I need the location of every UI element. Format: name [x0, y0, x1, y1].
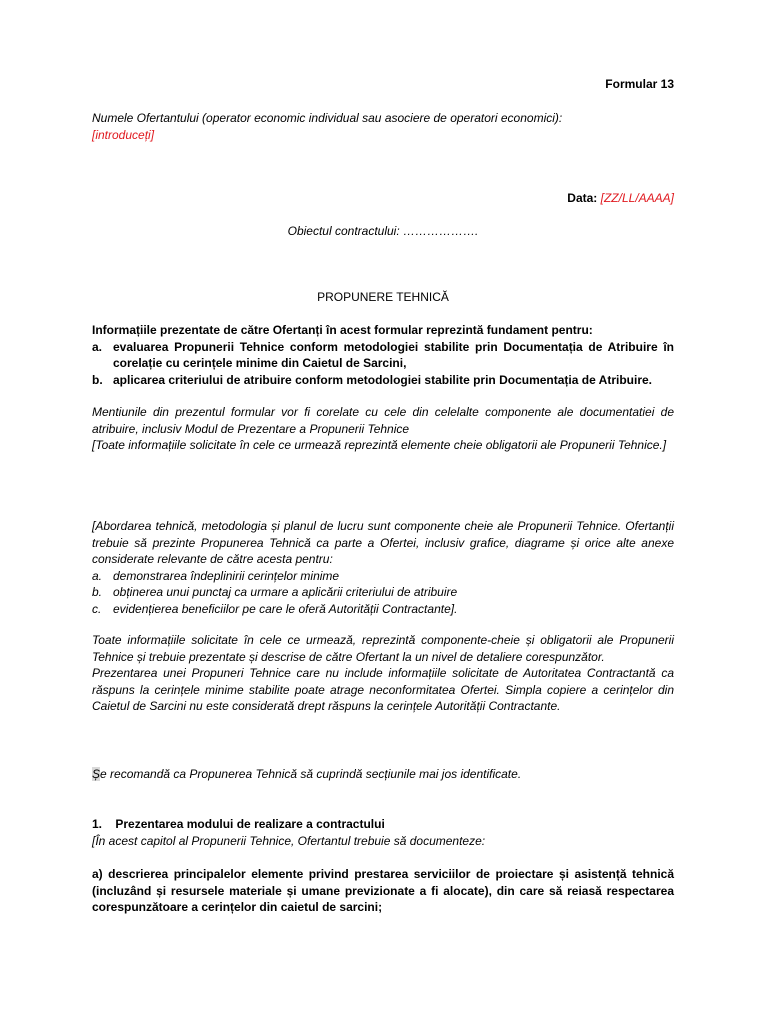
approach-item-b: b. obținerea unui punctaj ca urmare a aplicării criteriului de atribuire — [92, 585, 458, 600]
document-title: PROPUNERE TEHNICĂ — [317, 290, 449, 304]
requirements-paragraph-1: Toate informațiile solicitate în cele ce urmează, reprezintă componente-cheie și obligatorii ale Propunerii Tehnice și trebuie prezentate și descrise de către Ofertant la un nivel de detaliere corespunzător. — [92, 633, 674, 664]
requirements-section — [92, 632, 674, 715]
section-1-note: [În acest capitol al Propunerii Tehnice, Ofertantul trebuie să documenteze: — [92, 833, 486, 848]
intro-list — [92, 339, 674, 389]
date-placeholder[interactable]: [ZZ/LL/AAAA] — [600, 191, 674, 205]
recommend-paragraph — [92, 766, 674, 783]
date-label: Data: — [567, 191, 598, 205]
approach-list — [92, 568, 674, 618]
intro-lead: Informațiile prezentate de către Ofertanți în acest formular reprezintă fundament pentru: — [92, 323, 593, 337]
date-field — [92, 190, 674, 207]
mentions-line-1: Mentiunile din prezentul formular vor fi corelate cu cele din celelalte componente ale documentatiei de atribuire, inclusiv Modul de Prezentare a Propunerii Tehnice — [92, 405, 674, 436]
intro-item-a: a. evaluarea Propunerii Tehnice conform metodologiei stabilite prin Documentația de Atribuire în corelație cu cerințele minime din Caietul de Sarcini, — [92, 339, 674, 371]
section-1-item-a: a) descrierea principalelor elemente privind prestarea serviciilor de proiectare și asistență tehnică (incluzând și resursele materiale și umane previzionate a fi alocate), din care să reiasă respectarea corespunzătoare a cerințelor din caietul de sarcini; — [92, 867, 674, 915]
bidder-name-field — [92, 110, 674, 143]
bidder-name-label: Numele Ofertantului (operator economic individual sau asociere de operatori economici): — [92, 111, 563, 125]
bidder-name-placeholder[interactable]: [introduceți] — [92, 127, 155, 142]
approach-section — [92, 518, 674, 618]
section-1-number: 1. — [92, 817, 103, 831]
approach-item-a: a. demonstrarea îndeplinirii cerințelor minime — [92, 568, 340, 583]
approach-lead: [Abordarea tehnică, metodologia și planul de lucru sunt componente cheie ale Propunerii Tehnice. Ofertanții trebuie să prezinte Propunerea Tehnică ca parte a Ofertei, inclusiv grafice, diagrame și orice alte anexe considerate relevante de către acesta pentru: — [92, 519, 674, 567]
contract-object: Obiectul contractului: ………………. — [287, 224, 479, 238]
intro-section — [92, 322, 674, 388]
mentions-line-2: [Toate informațiile solicitate în cele ce urmează reprezintă elemente cheie obligatorii ale Propunerii Tehnice.] — [92, 438, 667, 453]
approach-item-c: c. evidențierea beneficiilor pe care le oferă Autorității Contractante]. — [92, 601, 458, 616]
mentions-paragraph — [92, 404, 674, 454]
section-1-heading — [92, 816, 674, 833]
form-number: Formular 13 — [605, 77, 674, 91]
requirements-paragraph-2: Prezentarea unei Propuneri Tehnice care nu include informațiile solicitate de Autoritatea Contractantă ca răspuns la cerințele minime stabilite poate atrage neconformitatea Ofertei. Simpla copiere a cerințelor din Caietul de Sarcini nu este considerată drept răspuns la cerințele Autorității Contractante. — [92, 666, 674, 714]
section-1-title: Prezentarea modului de realizare a contractului — [115, 817, 385, 831]
text-cursor-highlight: Ș — [92, 767, 101, 781]
section-1 — [92, 816, 674, 849]
recommend-text: e recomandă ca Propunerea Tehnică să cuprindă secțiunile mai jos identificate. — [100, 767, 522, 781]
intro-item-b: b. aplicarea criteriului de atribuire conform metodologiei stabilite prin Documentația de Atribuire. — [92, 372, 652, 387]
